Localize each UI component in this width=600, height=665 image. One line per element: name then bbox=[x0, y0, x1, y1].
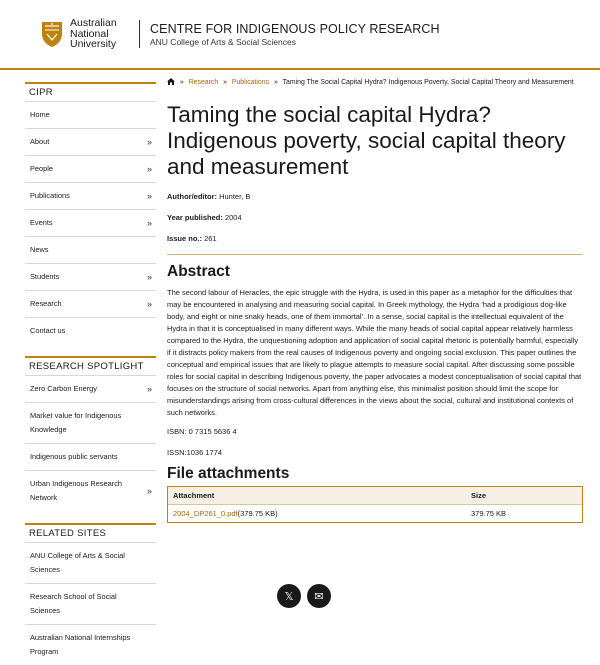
sidebar-item-label: Publications bbox=[30, 191, 70, 200]
sidebar-related-item[interactable] bbox=[25, 624, 156, 665]
abstract-heading: Abstract bbox=[167, 262, 230, 280]
attachment-inline-size: (379.75 KB) bbox=[237, 508, 278, 518]
sidebar-menu-cipr bbox=[25, 101, 156, 344]
sidebar-item-label: Research School of Social Sciences bbox=[30, 592, 117, 615]
issue-row bbox=[167, 234, 583, 243]
share-buttons bbox=[277, 584, 331, 608]
site-subtitle[interactable]: ANU College of Arts & Social Sciences bbox=[150, 37, 296, 47]
site-title[interactable]: CENTRE FOR INDIGENOUS POLICY RESEARCH bbox=[150, 22, 440, 36]
sidebar bbox=[25, 82, 156, 665]
page-title: Taming the social capital Hydra? Indigenous poverty, social capital theory and measurement bbox=[167, 101, 566, 179]
sidebar-related-item[interactable] bbox=[25, 542, 156, 583]
sidebar-item-label: Students bbox=[30, 272, 60, 281]
sidebar-heading-research-spotlight: RESEARCH SPOTLIGHT bbox=[25, 356, 156, 375]
breadcrumb-link-publications[interactable]: Publications bbox=[231, 79, 270, 86]
column-header-size: Size bbox=[471, 490, 487, 500]
sidebar-item-label: Zero Carbon Energy bbox=[30, 384, 97, 393]
issue-label: Issue no.: bbox=[167, 233, 203, 243]
chevron-right-icon[interactable]: » bbox=[146, 272, 152, 282]
table-row bbox=[168, 505, 582, 522]
sidebar-item-label: ANU College of Arts & Social Sciences bbox=[30, 551, 125, 574]
university-name bbox=[70, 18, 117, 50]
sidebar-spotlight-item[interactable] bbox=[25, 375, 156, 402]
sidebar-menu-related-sites bbox=[25, 542, 156, 665]
chevron-right-icon[interactable]: » bbox=[146, 164, 152, 174]
sidebar-item-label: News bbox=[30, 245, 49, 254]
header-divider bbox=[139, 20, 140, 48]
breadcrumb-separator: » bbox=[273, 79, 278, 86]
attachment-cell bbox=[173, 509, 471, 518]
year-label: Year published: bbox=[167, 212, 223, 222]
issue-value: 261 bbox=[204, 233, 217, 243]
sidebar-heading-related-sites: RELATED SITES bbox=[25, 523, 156, 542]
sidebar-item-label: Events bbox=[30, 218, 53, 227]
abstract-text: The second labour of Heracles, the epic struggle with the Hydra, is used in this paper as a metaphor for the difficulties that may be encountered in analysing and measuring social capital. In Greek mythology, the Hydra ‘had a prodigious dog-like body, and eight or nine snaky heads, one of them immortal’. In a sense, social capital is the intellectual equivalent of the Hydra in that it is conceptualised in many different ways. While the many heads of social capital appear relatively harmless compared to the Hydra, the unquestioning adoption and application of social capital rhetoric is potentially harmful, especially if it distracts policy makers from the real causes of Indigenous poverty and ongoing social exclusion. This paper outlines the conceptual and empirical issues that are likely to plague attempts to measure social capital. After discussing some possible roles for social capital in describing Indigenous poverty, the paper advocates a modest conceptualisation of social capital that focuses on the structure of social networks. Apart from anything else, this minimalist position should limit the scope for misunderstandings arising from cross-cultural differences in the views about the social, cultural and institutional contexts of such networks. bbox=[167, 287, 582, 417]
sidebar-cipr-item[interactable] bbox=[25, 101, 156, 128]
breadcrumb-current: Taming The Social Capital Hydra? Indigenous Poverty, Social Capital Theory and Measurement bbox=[282, 79, 574, 86]
attachment-link[interactable]: 2004_DP261_0.pdf bbox=[173, 508, 238, 518]
chevron-right-icon[interactable]: » bbox=[146, 191, 152, 201]
chevron-right-icon[interactable]: » bbox=[146, 486, 152, 496]
email-share-icon[interactable]: ✉ bbox=[307, 584, 331, 608]
sidebar-cipr-item[interactable] bbox=[25, 290, 156, 317]
column-header-attachment: Attachment bbox=[173, 490, 215, 500]
chevron-right-icon[interactable]: » bbox=[146, 218, 152, 228]
sidebar-related-item[interactable] bbox=[25, 583, 156, 624]
section-divider bbox=[167, 254, 583, 255]
sidebar-cipr-item[interactable] bbox=[25, 317, 156, 344]
breadcrumb-separator: » bbox=[223, 79, 227, 86]
year-value: 2004 bbox=[224, 212, 242, 222]
university-name-line: Australian bbox=[70, 17, 117, 29]
year-row bbox=[167, 213, 583, 222]
publication-meta bbox=[167, 192, 583, 243]
anu-crest-icon bbox=[40, 20, 64, 48]
sidebar-item-label: Urban Indigenous Research Network bbox=[30, 479, 123, 502]
sidebar-menu-research-spotlight bbox=[25, 375, 156, 511]
attachment-size: 379.75 KB bbox=[471, 508, 507, 518]
sidebar-item-label: Home bbox=[30, 110, 50, 119]
header-rule bbox=[0, 68, 600, 70]
sidebar-cipr-item[interactable] bbox=[25, 155, 156, 182]
attachments-table-header bbox=[168, 487, 582, 505]
isbn-text: ISBN: 0 7315 5636 4 bbox=[167, 426, 237, 436]
breadcrumb-separator: » bbox=[179, 79, 184, 86]
x-share-icon[interactable]: 𝕏 bbox=[277, 584, 301, 608]
author-value: Hunter, B bbox=[219, 191, 251, 201]
sidebar-item-label: Research bbox=[30, 299, 62, 308]
sidebar-item-label: Indigenous public servants bbox=[30, 452, 118, 461]
sidebar-cipr-item[interactable] bbox=[25, 128, 156, 155]
sidebar-cipr-item[interactable] bbox=[25, 263, 156, 290]
anu-logo[interactable] bbox=[40, 18, 117, 50]
breadcrumb-link-research[interactable]: Research bbox=[188, 79, 219, 86]
sidebar-item-label: About bbox=[30, 137, 50, 146]
sidebar-item-label: Contact us bbox=[30, 326, 66, 335]
chevron-right-icon[interactable]: » bbox=[146, 299, 152, 309]
issn-text: ISSN:1036 1774 bbox=[167, 447, 223, 457]
university-name-line: University bbox=[70, 38, 117, 50]
sidebar-item-label: Market value for Indigenous Knowledge bbox=[30, 411, 122, 434]
sidebar-spotlight-item[interactable] bbox=[25, 402, 156, 443]
breadcrumb bbox=[167, 78, 583, 88]
sidebar-cipr-item[interactable] bbox=[25, 209, 156, 236]
university-name-line: National bbox=[70, 27, 109, 40]
sidebar-item-label: Australian National Internships Program bbox=[30, 633, 131, 656]
author-label: Author/editor: bbox=[167, 191, 217, 201]
sidebar-spotlight-item[interactable] bbox=[25, 443, 156, 470]
site-header bbox=[0, 0, 600, 68]
sidebar-cipr-item[interactable] bbox=[25, 236, 156, 263]
home-icon[interactable] bbox=[167, 78, 175, 85]
chevron-right-icon[interactable]: » bbox=[146, 384, 152, 394]
attachments-table bbox=[167, 486, 583, 523]
main-content bbox=[167, 78, 583, 523]
chevron-right-icon[interactable]: » bbox=[146, 137, 152, 147]
author-row bbox=[167, 192, 583, 201]
sidebar-spotlight-item[interactable] bbox=[25, 470, 156, 511]
sidebar-heading-cipr: CIPR bbox=[25, 82, 156, 101]
sidebar-item-label: People bbox=[30, 164, 54, 173]
attachments-heading: File attachments bbox=[167, 464, 290, 482]
sidebar-cipr-item[interactable] bbox=[25, 182, 156, 209]
